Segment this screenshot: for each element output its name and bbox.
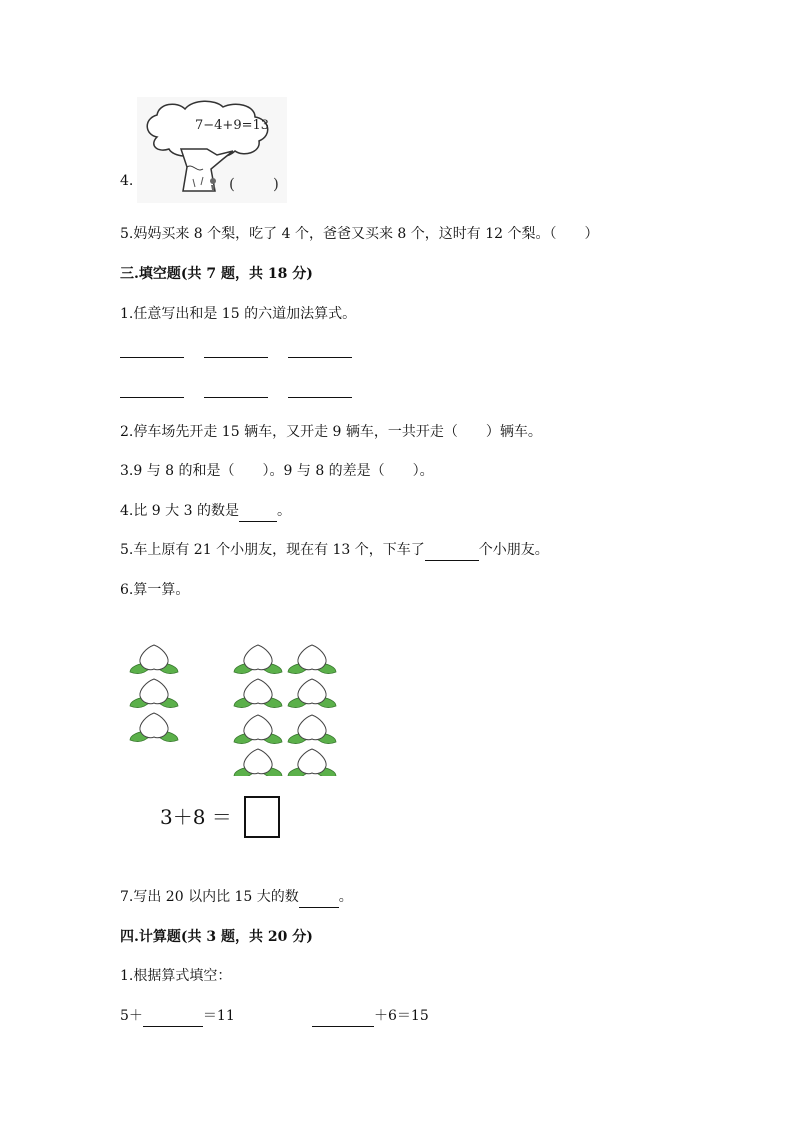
answer-blank[interactable] [143,1006,203,1027]
s3-question-2: 2.停车场先开走 15 辆车，又开走 9 辆车，一共开走（ ）辆车。 [120,424,542,440]
s3-question-7: 7.写出 20 以内比 15 大的数 。 [120,887,353,908]
q4-number: 4. [120,173,134,189]
answer-blank[interactable] [120,357,184,358]
answer-blank[interactable] [204,397,268,398]
s3-question-1: 1.任意写出和是 15 的六道加法算式。 [120,306,357,322]
tree-picture [137,97,287,203]
equation-a: 5＋ ＝11 [120,1006,235,1027]
tree-paren-close: ) [273,175,279,193]
peach [130,645,178,674]
answer-blank[interactable] [239,501,277,522]
s4-question-1: 1.根据算式填空： [120,968,232,984]
s3-question-5: 5.车上原有 21 个小朋友，现在有 13 个，下车了 个小朋友。 [120,540,549,561]
peach [234,749,282,776]
s3-question-4: 4.比 9 大 3 的数是 。 [120,501,291,522]
peach-picture [128,636,348,776]
peach [288,715,336,744]
answer-blank[interactable] [204,357,268,358]
peach [234,679,282,708]
question-5: 5.妈妈买来 8 个梨，吃了 4 个，爸爸又买来 8 个，这时有 12 个梨。（ ） [120,226,599,242]
answer-blank[interactable] [288,357,352,358]
answer-blank[interactable] [120,397,184,398]
s3-question-3: 3.9 与 8 的和是（ ）。9 与 8 的差是（ ）。 [120,463,434,479]
section-4-heading: 四.计算题(共 3 题，共 20 分) [120,929,313,945]
answer-blank[interactable] [288,397,352,398]
equation-b: ＋6＝15 [312,1006,429,1027]
s3-q7-text: 7.写出 20 以内比 15 大的数 [120,889,299,905]
s3-q4-text: 4.比 9 大 3 的数是 [120,503,239,519]
answer-blank[interactable] [312,1006,374,1027]
peach [234,715,282,744]
tree-equation: 7−4+9=13 [195,118,270,133]
tree-paren-open: ( [229,175,235,193]
peach [234,645,282,674]
answer-blank[interactable] [425,540,479,561]
peach [288,645,336,674]
peach [288,679,336,708]
peach [288,749,336,776]
s3-q5-text: 5.车上原有 21 个小朋友，现在有 13 个，下车了 [120,542,425,558]
peach [130,713,178,742]
answer-box[interactable] [244,796,280,838]
addition-expression: 3＋8 ＝ [160,805,232,829]
s3-question-6: 6.算一算。 [120,582,190,598]
peach [130,679,178,708]
answer-blank[interactable] [299,887,339,908]
section-3-heading: 三.填空题(共 7 题，共 18 分) [120,266,313,282]
